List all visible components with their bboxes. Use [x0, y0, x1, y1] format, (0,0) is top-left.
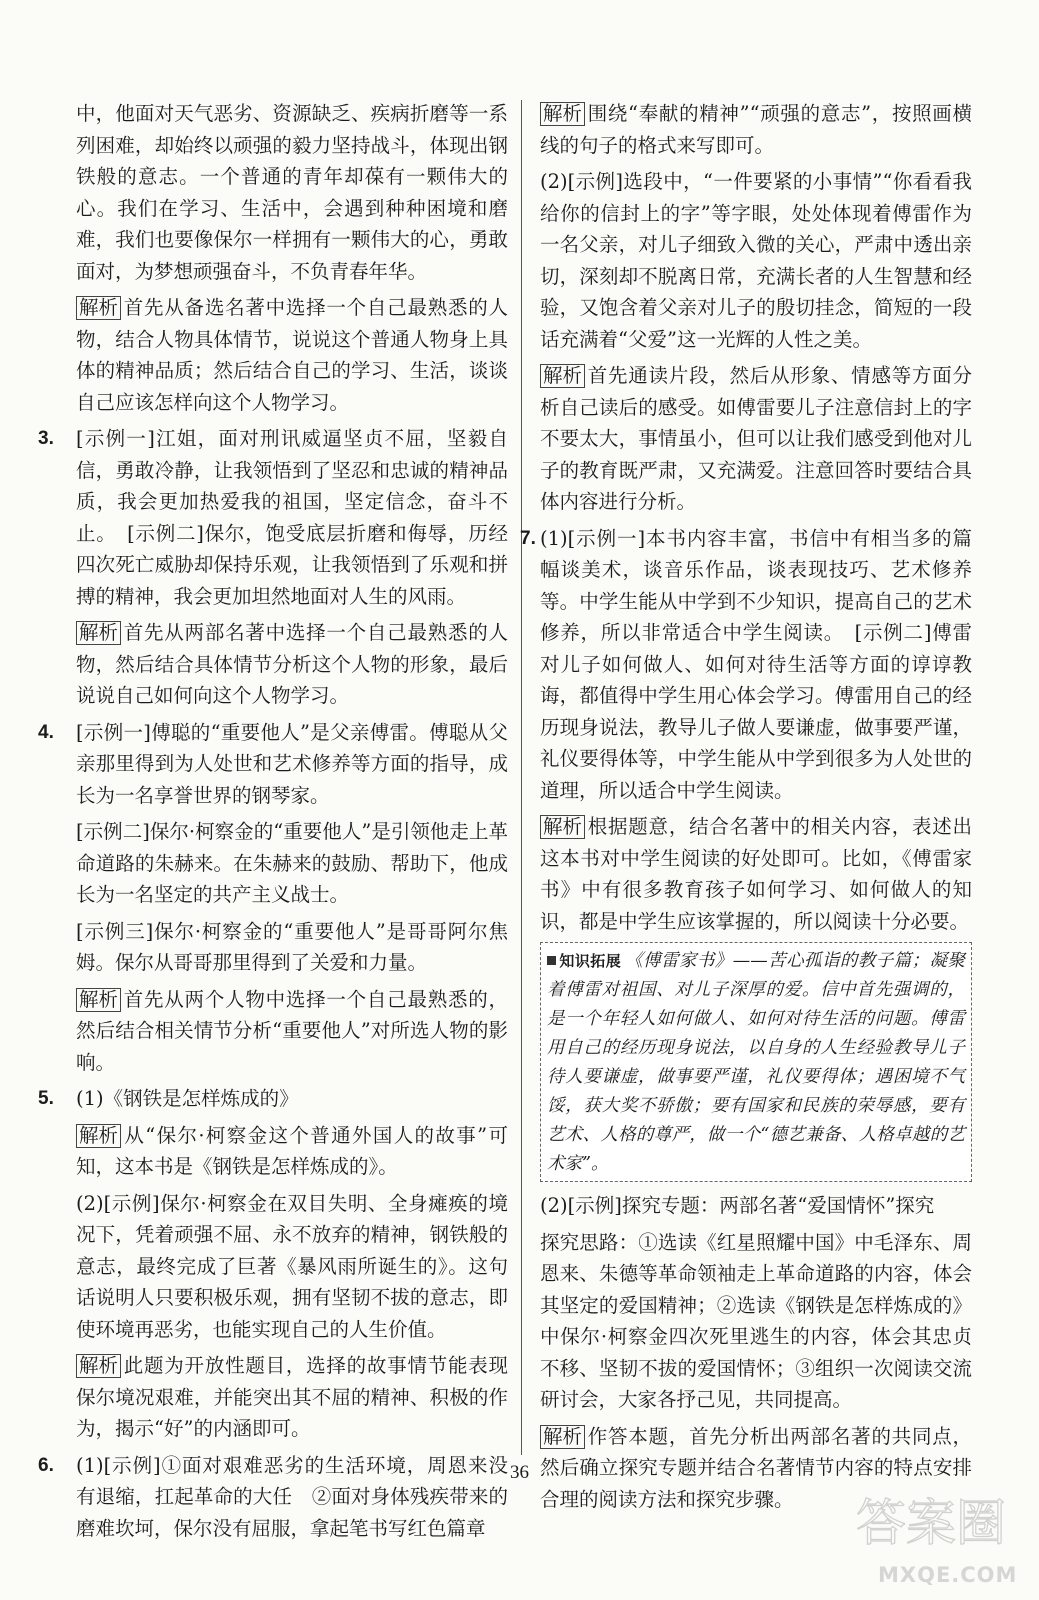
analysis-tag: 解析	[540, 102, 585, 126]
example-paragraph: [示例三]保尔·柯察金的“重要他人”是哥哥阿尔焦姆。保尔从哥哥那里得到了关爱和力量。	[76, 919, 508, 974]
analysis-paragraph	[540, 98, 972, 161]
example-text: 保尔·柯察金的“重要他人”是引领他走上革命道路的朱赫来。在朱赫来的鼓励、帮助下，他成长为一名坚定的共产主义战士。	[76, 820, 508, 906]
analysis-tag: 解析	[540, 364, 585, 388]
example-paragraph: [示例二]保尔·柯察金的“重要他人”是引领他走上革命道路的朱赫来。在朱赫来的鼓励、帮助下，他成长为一名坚定的共产主义战士。	[76, 820, 508, 906]
column-divider	[521, 100, 522, 1455]
example-tag: 示例	[575, 1194, 615, 1217]
analysis-paragraph	[540, 811, 972, 937]
example-tag: 示例二	[134, 521, 197, 545]
analysis-paragraph	[76, 1120, 508, 1183]
analysis-text: 围绕“奉献的精神”“顽强的意志”，按照画横线的句子的格式来写即可。	[540, 102, 972, 157]
analysis-tag: 解析	[76, 296, 121, 320]
sub-number: (2)	[540, 1194, 568, 1217]
example-tag: 示例一	[575, 526, 638, 550]
question-number: 3.	[38, 428, 54, 449]
example-tag: 示例	[111, 1191, 153, 1215]
knowledge-extension-box	[540, 942, 972, 1182]
example-text: 傅聪的“重要他人”是父亲傅雷。傅聪从父亲那里得到为人处世和艺术修养等方面的指导，成长为一名享誉世界的钢琴家。	[76, 720, 508, 807]
analysis-text: 此题为开放性题目，选择的故事情节能表现保尔境况艰难，并能突出其不屈的精神、积极的作为，揭示“好”的内涵即可。	[76, 1354, 508, 1440]
analysis-tag: 解析	[540, 1425, 585, 1449]
page-number: 36	[510, 1462, 529, 1483]
sub-number: (1)	[540, 526, 568, 550]
analysis-paragraph	[60, 292, 508, 418]
example-tag: 示例三	[83, 919, 146, 943]
analysis-text: 首先从两个人物中选择一个自己最熟悉的，然后结合相关情节分析“重要他人”对所选人物的影响。	[76, 987, 508, 1074]
question-number: 7.	[520, 527, 536, 549]
analysis-paragraph	[540, 360, 972, 518]
watermark-url: MXQE.COM	[878, 1563, 1018, 1587]
question-number: 4.	[38, 721, 54, 743]
sub-number: (1)	[76, 1453, 104, 1477]
example-paragraph: (2)[示例]保尔·柯察金在双目失明、全身瘫痪的境况下，凭着顽强不屈、永不放弃的精神，钢铁般的意志，最终完成了巨著《暴风雨所诞生的》。这句话说明人只要积极乐观，拥有坚韧不拔的意志，即使环境再恶劣，也能实现自己的人生价值。	[76, 1191, 508, 1341]
inquiry-thinking: 探究思路：①选读《红星照耀中国》中毛泽东、周恩来、朱德等革命领袖走上革命道路的内容，体会其坚定的爱国精神；②选读《钢铁是怎样炼成的》中保尔·柯察金四次死里逃生的内容，体会其忠贞不移、坚韧不拔的爱国情怀；③组织一次阅读交流研讨会，大家各抒己见，共同提高。	[540, 1230, 972, 1411]
question-4	[38, 717, 508, 1079]
analysis-tag: 解析	[76, 1354, 121, 1378]
analysis-tag: 解析	[76, 988, 121, 1012]
analysis-tag: 解析	[540, 815, 585, 839]
sub-number: (2)	[76, 1191, 104, 1215]
question-3	[38, 423, 508, 712]
analysis-text: 作答本题，首先分析出两部名著的共同点，然后确立探究专题并结合名著情节内容的特点安排合理的阅读方法和探究步骤。	[540, 1424, 972, 1511]
example-text: ①面对艰难恶劣的生活环境，周恩来没有退缩，扛起革命的大任 ②面对身体残疾带来的磨难坎坷，保尔没有屈服，拿起笔书写红色篇章	[76, 1453, 508, 1540]
analysis-text: 根据题意，结合名著中的相关内容，表述出这本书对中学生阅读的好处即可。比如，《傅雷家书》中有很多教育孩子如何学习、如何做人的知识，都是中学生应该掌握的，所以阅读十分必要。	[540, 815, 972, 933]
example-paragraph: [示例一]傅聪的“重要他人”是父亲傅雷。傅聪从父亲那里得到为人处世和艺术修养等方面的指导，成长为一名享誉世界的钢琴家。	[76, 720, 508, 807]
example-tag: 示例	[575, 170, 616, 193]
answer-continuation: 中，他面对天气恶劣、资源缺乏、疾病折磨等一系列困难，却始终以顽强的毅力坚持战斗，体现出钢铁般的意志。一个普通的青年却葆有一颗伟大的心。我们在学习、生活中，会遇到种种困境和磨难，我们也要像保尔一样拥有一颗伟大的心，勇敢面对，为梦想顽强奋斗，不负青春年华。	[76, 102, 508, 283]
watermark-logo	[848, 1482, 1018, 1592]
example-text: 探究专题：两部名著“爱国情怀”探究	[621, 1194, 935, 1217]
example-text: 保尔，饱受底层折磨和侮辱，历经四次死亡威胁却保持乐观，让我领悟到了乐观和拼搏的精神，我会更加坦然地面对人生的风雨。	[76, 521, 508, 608]
analysis-paragraph	[76, 984, 508, 1079]
example-paragraph: [示例一]江姐，面对刑讯威逼坚贞不屈，坚毅自信，勇敢冷静，让我领悟到了坚忍和忠诚的精神品质，我会更加热爱我的祖国，坚定信念，奋斗不止。 [示例二]保尔，饱受底层折磨和侮辱，历经四次死亡威胁却保持乐观，让我领悟到了乐观和拼搏的精神，我会更加坦然地面对人生的风雨。	[76, 427, 508, 608]
right-column	[520, 98, 972, 1520]
question-5	[38, 1083, 508, 1445]
analysis-paragraph	[76, 1350, 508, 1445]
question-7	[520, 523, 972, 1516]
example-tag: 示例二	[862, 621, 924, 644]
example-tag: 示例一	[83, 720, 144, 744]
example-text: 江姐，面对刑讯威逼坚贞不屈，坚毅自信，勇敢冷静，让我领悟到了坚忍和忠诚的精神品质，我会更加热爱我的祖国，坚定信念，奋斗不止。	[76, 427, 508, 545]
example-tag: 示例一	[83, 427, 148, 450]
knowledge-extension-text: 《傅雷家书》——苦心孤诣的教子篇；凝聚着傅雷对祖国、对儿子深厚的爱。信中首先强调的，是一个年轻人如何做人、如何对待生活的问题。傅雷用自己的经历现身说法，以自身的人生经验教导儿子待人要谦虚，做事要严谨，礼仪要得体；遇困境不气馁，获大奖不骄傲；要有国家和民族的荣辱感，要有艺术、人格的尊严，做一个“德艺兼备、人格卓越的艺术家”。	[547, 951, 965, 1174]
analysis-text: 首先从两部名著中选择一个自己最熟悉的人物，然后结合具体情节分析这个人物的形象，最后说说自己如何向这个人物学习。	[76, 621, 508, 707]
analysis-tag: 解析	[76, 1124, 121, 1148]
example-text: 保尔·柯察金在双目失明、全身瘫痪的境况下，凭着顽强不屈、永不放弃的精神，钢铁般的意志，最终完成了巨著《暴风雨所诞生的》。这句话说明人只要积极乐观，拥有坚韧不拔的意志，即使环境再恶劣，也能实现自己的人生价值。	[76, 1191, 508, 1341]
example-text: 傅雷对儿子如何做人、如何对待生活等方面的谆谆教诲，都值得中学生用心体会学习。傅雷用自己的经历现身说法，教导儿子做人要谦虚，做事要严谨，礼仪要得体等，中学生能从中学到很多为人处世的道理，所以适合中学生阅读。	[540, 621, 972, 802]
example-text: 选段中，“一件要紧的小事情”“你看看我给你的信封上的字”等字眼，处处体现着傅雷作为一名父亲，对儿子细致入微的关心，严肃中透出亲切，深刻却不脱离日常，充满长者的人生智慧和经验，又饱含着父亲对儿子的殷切挂念，简短的一段话充满着“父爱”这一光辉的人性之美。	[540, 170, 972, 351]
question-number: 6.	[38, 1454, 54, 1476]
question-number: 5.	[38, 1088, 54, 1109]
example-paragraph: (1)[示例]①面对艰难恶劣的生活环境，周恩来没有退缩，扛起革命的大任 ②面对身体残疾带来的磨难坎坷，保尔没有屈服，拿起笔书写红色篇章	[76, 1453, 508, 1540]
sub-number: (2)	[540, 170, 568, 193]
example-text: 保尔·柯察金的“重要他人”是哥哥阿尔焦姆。保尔从哥哥那里得到了关爱和力量。	[76, 919, 508, 974]
analysis-text: 从“保尔·柯察金这个普通外国人的故事”可知，这本书是《钢铁是怎样炼成的》。	[76, 1123, 508, 1178]
analysis-paragraph	[76, 617, 508, 712]
example-text: 本书内容丰富，书信中有相当多的篇幅谈美术，谈音乐作品，谈表现技巧、艺术修养等。中学生能从中学到不少知识，提高自己的艺术修养，所以非常适合中学生阅读。	[540, 526, 972, 644]
answer-text: (1)《钢铁是怎样炼成的》	[76, 1087, 299, 1110]
example-paragraph: (2)[示例]选段中，“一件要紧的小事情”“你看看我给你的信封上的字”等字眼，处处体现着傅雷作为一名父亲，对儿子细致入微的关心，严肃中透出亲切，深刻却不脱离日常，充满长者的人生智慧和经验，又饱含着父亲对儿子的殷切挂念，简短的一段话充满着“父爱”这一光辉的人性之美。	[540, 170, 972, 351]
example-paragraph: (1)[示例一]本书内容丰富，书信中有相当多的篇幅谈美术，谈音乐作品，谈表现技巧、艺术修养等。中学生能从中学到不少知识，提高自己的艺术修养，所以非常适合中学生阅读。 [示例二]傅雷对儿子如何做人、如何对待生活等方面的谆谆教诲，都值得中学生用心体会学习。傅雷用自己的经历现身说法，教导儿子做人要谦虚，做事要严谨，礼仪要得体等，中学生能从中学到很多为人处世的道理，所以适合中学生阅读。	[540, 526, 972, 802]
left-column	[38, 98, 508, 1549]
example-paragraph: (2)[示例]探究专题：两部名著“爱国情怀”探究	[540, 1194, 935, 1217]
example-tag: 示例	[111, 1453, 154, 1477]
analysis-tag: 解析	[76, 621, 121, 645]
watermark-text: 答案圈	[856, 1494, 1006, 1552]
analysis-text: 首先从备选名著中选择一个自己最熟悉的人物，结合人物具体情节，说说这个普通人物身上具体的精神品质；然后结合自己的学习、生活，谈谈自己应该怎样向这个人物学习。	[76, 296, 508, 414]
analysis-text: 首先通读片段，然后从形象、情感等方面分析自己读后的感受。如傅雷要儿子注意信封上的字不要太大，事情虽小，但可以让我们感受到他对儿子的教育既严肃，又充满爱。注意回答时要结合具体内容进行分析。	[540, 364, 972, 513]
example-tag: 示例二	[83, 820, 143, 843]
knowledge-extension-title: 知识拓展	[547, 953, 621, 970]
